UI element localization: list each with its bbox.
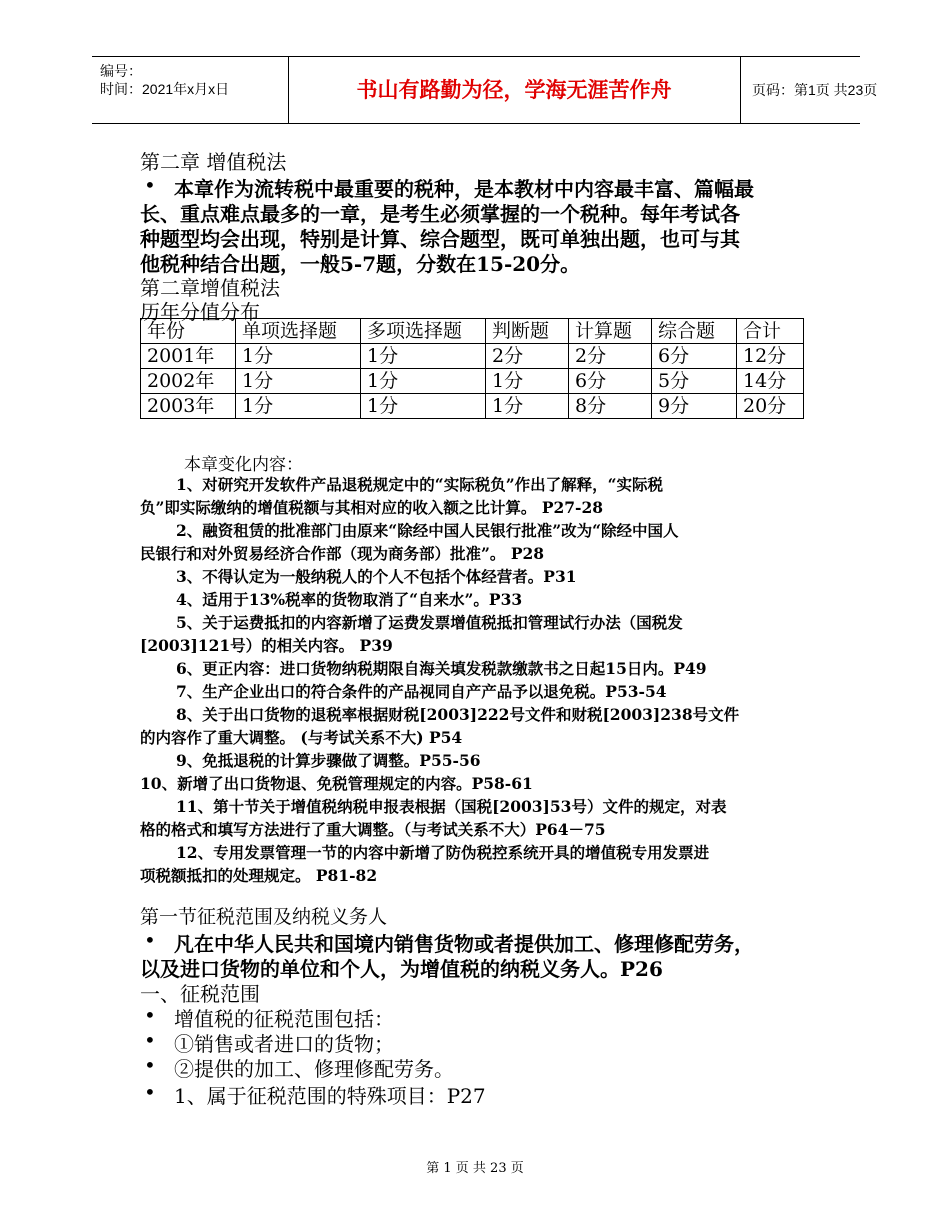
table-cell: 6分 — [652, 344, 737, 369]
change-line: 格的格式和填写方法进行了重大调整。（与考试关系不大）P64－75 — [140, 820, 606, 839]
table-cell: 8分 — [569, 394, 652, 419]
table-cell: 14分 — [737, 369, 804, 394]
header-motto: 书山有路勤为径，学海无涯苦作舟 — [288, 57, 741, 123]
table-header-cell: 年份 — [141, 319, 236, 344]
bullet-marker: • — [144, 173, 156, 197]
section-line-2: 以及进口货物的单位和个人，为增值税的纳税义务人。P26 — [140, 957, 663, 981]
change-line: 3、不得认定为一般纳税人的个人不包括个体经营者。P31 — [176, 567, 577, 586]
table-cell: 20分 — [737, 394, 804, 419]
section-title: 第一节征税范围及纳税义务人 — [140, 906, 388, 928]
intro-line-3: 种题型均会出现，特别是计算、综合题型，既可单独出题，也可与其 — [140, 227, 740, 251]
table-header-cell: 计算题 — [569, 319, 652, 344]
page-footer: 第 1 页 共 23 页 — [426, 1161, 524, 1176]
bullet-item: 1、属于征税范围的特殊项目：P27 — [174, 1084, 486, 1108]
change-line: 7、生产企业出口的符合条件的产品视同自产产品予以退免税。P53-54 — [176, 682, 667, 701]
table-cell: 5分 — [652, 369, 737, 394]
change-line: 10、新增了出口货物退、免税管理规定的内容。P58-61 — [140, 774, 533, 793]
change-line: 11、第十节关于增值税纳税申报表根据（国税[2003]53号）文件的规定，对表 — [176, 797, 727, 816]
table-cell: 2001年 — [141, 344, 236, 369]
table-title: 历年分值分布 — [140, 300, 260, 324]
bullet-marker: • — [144, 1003, 156, 1027]
change-line: 2、融资租赁的批准部门由原来“除经中国人民银行批准”改为“除经中国人 — [176, 521, 679, 540]
table-cell: 1分 — [236, 344, 361, 369]
bullet-marker: • — [144, 1028, 156, 1052]
table-header-row — [141, 319, 804, 344]
change-line: 6、更正内容：进口货物纳税期限自海关填发税款缴款书之日起15日内。P49 — [176, 659, 707, 678]
change-line: 12、专用发票管理一节的内容中新增了防伪税控系统开具的增值税专用发票进 — [176, 843, 710, 862]
table-cell: 6分 — [569, 369, 652, 394]
table-header-cell: 合计 — [737, 319, 804, 344]
table-row — [141, 369, 804, 394]
table-cell: 1分 — [361, 394, 486, 419]
table-cell: 1分 — [486, 369, 569, 394]
table-cell: 9分 — [652, 394, 737, 419]
table-cell: 2分 — [486, 344, 569, 369]
table-cell: 2003年 — [141, 394, 236, 419]
page-header — [92, 56, 878, 124]
change-line: [2003]121号）的相关内容。 P39 — [140, 636, 393, 655]
change-line: 的内容作了重大调整。 (与考试关系不大) P54 — [140, 728, 463, 747]
bullet-marker: • — [144, 928, 156, 952]
change-line: 民银行和对外贸易经济合作部（现为商务部）批准”。 P28 — [140, 544, 545, 563]
change-line: 负”即实际缴纳的增值税额与其相对应的收入额之比计算。 P27-28 — [140, 498, 604, 517]
bullet-marker: • — [144, 1080, 156, 1104]
table-row — [141, 344, 804, 369]
change-line: 1、对研究开发软件产品退税规定中的“实际税负”作出了解释，“实际税 — [176, 475, 664, 494]
change-line: 5、关于运费抵扣的内容新增了运费发票增值税抵扣管理试行办法（国税发 — [176, 613, 683, 632]
bullet-item: ①销售或者进口的货物； — [174, 1032, 394, 1056]
header-meta — [92, 57, 289, 123]
change-line: 9、免抵退税的计算步骤做了调整。P55-56 — [176, 751, 481, 770]
change-line: 8、关于出口货物的退税率根据财税[2003]222号文件和财税[2003]238号文件 — [176, 705, 740, 724]
document-time-label: 时间：2021年x月x日 — [100, 81, 230, 97]
section-line-1: 凡在中华人民共和国境内销售货物或者提供加工、修理修配劳务， — [174, 932, 754, 956]
bullet-item: ②提供的加工、修理修配劳务。 — [174, 1057, 454, 1081]
intro-line-1: 本章作为流转税中最重要的税种，是本教材中内容最丰富、篇幅最 — [174, 177, 754, 201]
change-line: 项税额抵扣的处理规定。 P81-82 — [140, 866, 378, 885]
bullet-item: 增值税的征税范围包括： — [174, 1007, 394, 1031]
score-distribution-table — [140, 318, 804, 419]
table-cell: 2002年 — [141, 369, 236, 394]
table-cell: 1分 — [236, 394, 361, 419]
table-cell: 12分 — [737, 344, 804, 369]
changes-title: 本章变化内容： — [184, 455, 303, 475]
table-header-cell: 多项选择题 — [361, 319, 486, 344]
table-cell: 1分 — [236, 369, 361, 394]
table-cell: 1分 — [361, 344, 486, 369]
table-header-cell: 判断题 — [486, 319, 569, 344]
header-page-info: 页码：第1页 共23页 — [752, 82, 878, 98]
table-cell: 1分 — [361, 369, 486, 394]
bullet-marker: • — [144, 1053, 156, 1077]
chapter-title-repeat: 第二章增值税法 — [140, 276, 280, 300]
change-line: 4、适用于13%税率的货物取消了“自来水”。P33 — [176, 590, 523, 609]
table-row — [141, 394, 804, 419]
table-cell: 1分 — [486, 394, 569, 419]
table-header-cell: 综合题 — [652, 319, 737, 344]
document-number-label: 编号： — [100, 63, 142, 79]
table-header-cell: 单项选择题 — [236, 319, 361, 344]
chapter-title: 第二章 增值税法 — [140, 150, 287, 174]
table-cell: 2分 — [569, 344, 652, 369]
subsection-title: 一、征税范围 — [140, 982, 260, 1006]
intro-line-4: 他税种结合出题，一般5-7题，分数在15-20分。 — [140, 252, 581, 276]
intro-line-2: 长、重点难点最多的一章，是考生必须掌握的一个税种。每年考试各 — [140, 202, 740, 226]
